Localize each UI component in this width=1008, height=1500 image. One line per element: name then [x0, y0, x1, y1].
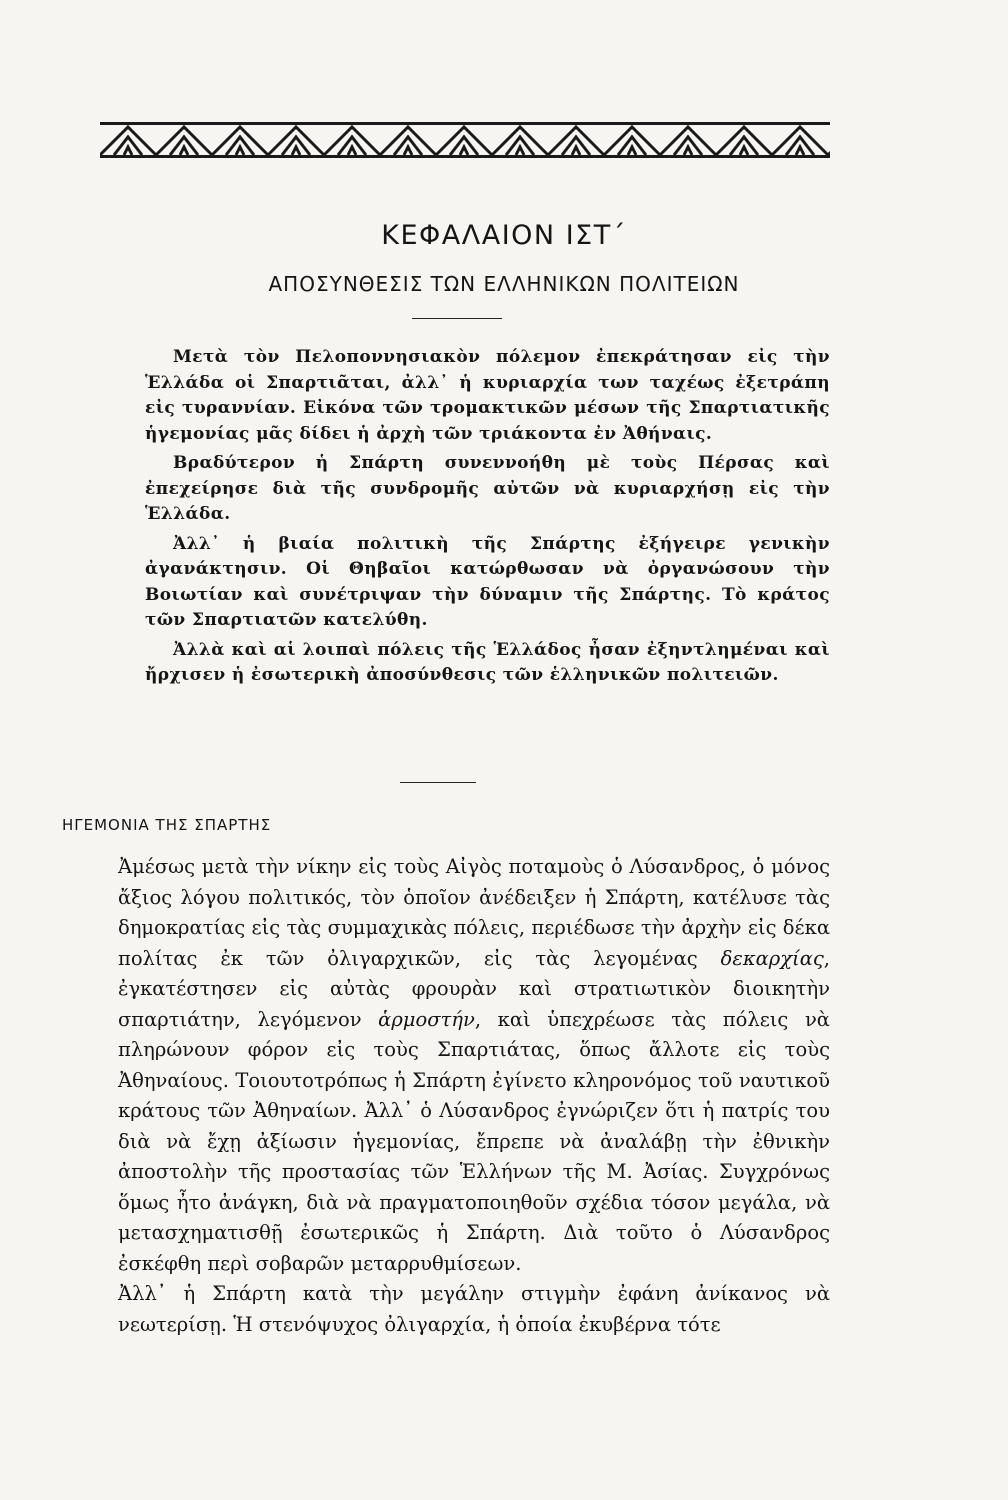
chapter-subtitle: ΑΠΟΣΥΝΘΕΣΙΣ ΤΩΝ ΕΛΛΗΝΙΚΩΝ ΠΟΛΙΤΕΙΩΝ	[268, 272, 740, 296]
body-text: , ἐγκατέστησεν εἰς αὐτὰς φρουρὰν καὶ στρατιωτικὸν διοικητὴν σπαρτιάτην, λεγόμενον	[118, 946, 830, 1031]
section-heading: ΗΓΕΜΟΝΙΑ ΤΗΣ ΣΠΑΡΤΗΣ	[62, 816, 272, 834]
body-paragraph	[118, 852, 830, 1279]
chapter-summary	[145, 345, 830, 693]
summary-paragraph: Ἀλλὰ καὶ αἱ λοιπαὶ πόλεις τῆς Ἑλλάδος ἦσαν ἐξηντλημέναι καὶ ἤρχισεν ἡ ἐσωτερικὴ ἀποσύνθεσις τῶν ἑλληνικῶν πολιτειῶν.	[145, 639, 830, 685]
summary-paragraph: Ἀλλ᾽ ἡ βιαία πολιτικὴ τῆς Σπάρτης ἐξήγειρε γενικὴν ἀγανάκτησιν. Οἱ Θηβαῖοι κατώρθωσαν νὰ ὀργανώσουν τὴν Βοιωτίαν καὶ συνέτριψαν τὴν δύναμιν τῆς Σπάρτης. Τὸ κράτος τῶν Σπαρτιατῶν κατελύθη.	[145, 533, 830, 630]
greek-meander-border-icon	[100, 120, 830, 160]
summary-paragraph: Βραδύτερον ἡ Σπάρτη συνεννοήθη μὲ τοὺς Πέρσας καὶ ἐπεχείρησε διὰ τῆς συνδρομῆς αὐτῶν νὰ κυριαρχήσῃ εἰς τὴν Ἑλλάδα.	[145, 453, 830, 524]
section-body	[118, 852, 830, 1340]
divider	[400, 782, 476, 783]
chapter-title: ΚΕΦΑΛΑΙΟΝ ΙΣΤ΄	[381, 220, 627, 251]
italic-term: δεκαρχίας	[720, 946, 824, 970]
body-text: Ἀμέσως μετὰ τὴν νίκην εἰς τοὺς Αἰγὸς ποταμοὺς ὁ Λύσανδρος, ὁ μόνος ἄξιος λόγου πολιτικός, τὸν ὁποῖον ἀνέδειξεν ἡ Σπάρτη, κατέλυσε τὰς δημοκρατίας εἰς τὰς συμμαχικὰς πόλεις, περιέδωσε τὴν ἀρχὴν εἰς δέκα πολίτας ἐκ τῶν ὀλιγαρχικῶν, εἰς τὰς λεγομένας	[118, 855, 830, 970]
divider	[412, 318, 502, 319]
summary-paragraph: Μετὰ τὸν Πελοποννησιακὸν πόλεμον ἐπεκράτησαν εἰς τὴν Ἑλλάδα οἱ Σπαρτιᾶται, ἀλλ᾽ ἡ κυριαρχία των ταχέως ἐξετράπη εἰς τυραννίαν. Εἰκόνα τῶν τρομακτικῶν μέσων τῆς Σπαρτιατικῆς ἡγεμονίας μᾶς δίδει ἡ ἀρχὴ τῶν τριάκοντα ἐν Ἀθήναις.	[145, 347, 830, 444]
body-paragraph: Ἀλλ᾽ ἡ Σπάρτη κατὰ τὴν μεγάλην στιγμὴν ἐφάνη ἀνίκανος νὰ νεωτερίσῃ. Ἡ στενόψυχος ὀλιγαρχία, ἡ ὁποία ἐκυβέρνα τότε	[118, 1282, 830, 1336]
italic-term: ἁρμοστήν	[378, 1007, 475, 1031]
body-text: , καὶ ὑπεχρέωσε τὰς πόλεις νὰ πληρώνουν φόρον εἰς τοὺς Σπαρτιάτας, ὅπως ἄλλοτε εἰς τοὺς Ἀθηναίους. Τοιουτοτρόπως ἡ Σπάρτη ἐγίνετο κληρονόμος τοῦ ναυτικοῦ κράτους τῶν Ἀθηναίων. Ἀλλ᾽ ὁ Λύσανδρος ἐγνώριζεν ὅτι ἡ πατρίς του διὰ νὰ ἔχῃ ἀξίωσιν ἡγεμονίας, ἔπρεπε νὰ ἀναλάβῃ τὴν ἐθνικὴν ἀποστολὴν τῆς προστασίας τῶν Ἑλλήνων τῆς Μ. Ἀσίας. Συγχρόνως ὅμως ἦτο ἀνάγκη, διὰ νὰ πραγματοποιηθοῦν σχέδια τόσον μεγάλα, νὰ μετασχηματισθῇ ἐσωτερικῶς ἡ Σπάρτη. Διὰ τοῦτο ὁ Λύσανδρος ἐσκέφθη περὶ σοβαρῶν μεταρρυθμίσεων.	[118, 1007, 830, 1275]
